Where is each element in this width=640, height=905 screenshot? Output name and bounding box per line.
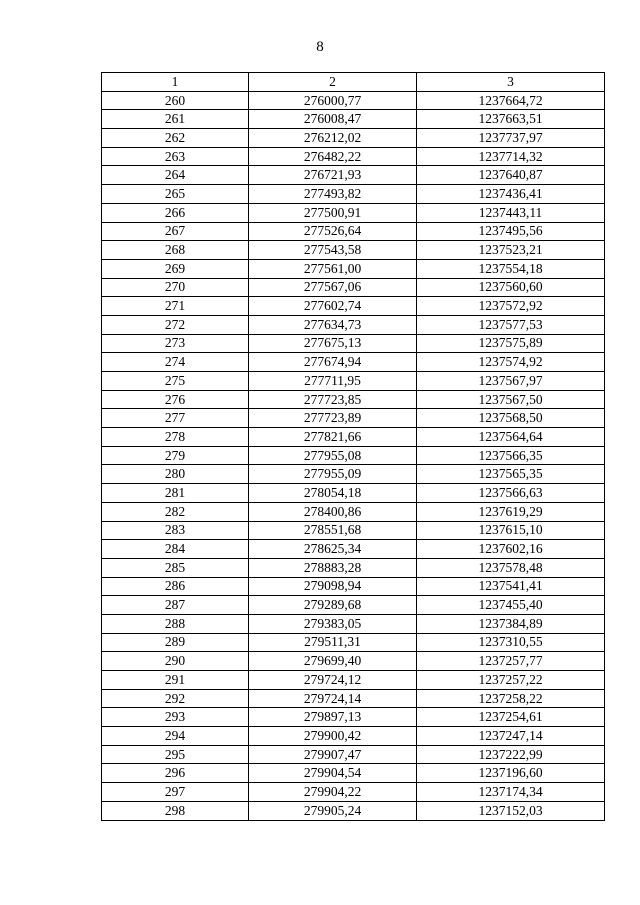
y-coordinate-cell: 1237247,14 — [417, 727, 605, 746]
point-number-cell: 275 — [102, 372, 249, 391]
table-row — [102, 390, 605, 409]
x-coordinate-cell: 276008,47 — [249, 110, 417, 129]
y-coordinate-cell: 1237257,22 — [417, 671, 605, 690]
point-number-cell: 276 — [102, 390, 249, 409]
x-coordinate-cell: 279699,40 — [249, 652, 417, 671]
table-row — [102, 689, 605, 708]
table-row — [102, 633, 605, 652]
point-number-cell: 289 — [102, 633, 249, 652]
y-coordinate-cell: 1237737,97 — [417, 129, 605, 148]
point-number-cell: 280 — [102, 465, 249, 484]
y-coordinate-cell: 1237196,60 — [417, 764, 605, 783]
table-row — [102, 614, 605, 633]
table-row — [102, 596, 605, 615]
table-row — [102, 783, 605, 802]
y-coordinate-cell: 1237577,53 — [417, 315, 605, 334]
x-coordinate-cell: 277674,94 — [249, 353, 417, 372]
y-coordinate-cell: 1237572,92 — [417, 297, 605, 316]
y-coordinate-cell: 1237384,89 — [417, 614, 605, 633]
y-coordinate-cell: 1237568,50 — [417, 409, 605, 428]
table-row — [102, 334, 605, 353]
point-number-cell: 273 — [102, 334, 249, 353]
point-number-cell: 262 — [102, 129, 249, 148]
y-coordinate-cell: 1237566,63 — [417, 484, 605, 503]
x-coordinate-cell: 278625,34 — [249, 540, 417, 559]
point-number-cell: 270 — [102, 278, 249, 297]
x-coordinate-cell: 279905,24 — [249, 801, 417, 820]
y-coordinate-cell: 1237455,40 — [417, 596, 605, 615]
y-coordinate-cell: 1237664,72 — [417, 91, 605, 110]
point-number-cell: 264 — [102, 166, 249, 185]
x-coordinate-cell: 278054,18 — [249, 484, 417, 503]
x-coordinate-cell: 279904,54 — [249, 764, 417, 783]
y-coordinate-cell: 1237619,29 — [417, 502, 605, 521]
y-coordinate-cell: 1237436,41 — [417, 185, 605, 204]
point-number-cell: 283 — [102, 521, 249, 540]
x-coordinate-cell: 277602,74 — [249, 297, 417, 316]
x-coordinate-cell: 277723,89 — [249, 409, 417, 428]
table-row — [102, 110, 605, 129]
x-coordinate-cell: 279897,13 — [249, 708, 417, 727]
table-row — [102, 764, 605, 783]
point-number-cell: 263 — [102, 147, 249, 166]
x-coordinate-cell: 279289,68 — [249, 596, 417, 615]
table-body — [102, 91, 605, 820]
x-coordinate-cell: 277526,64 — [249, 222, 417, 241]
table-row — [102, 540, 605, 559]
x-coordinate-cell: 277500,91 — [249, 203, 417, 222]
x-coordinate-cell: 277955,09 — [249, 465, 417, 484]
table-row — [102, 745, 605, 764]
x-coordinate-cell: 277567,06 — [249, 278, 417, 297]
point-number-cell: 293 — [102, 708, 249, 727]
table-row — [102, 185, 605, 204]
y-coordinate-cell: 1237566,35 — [417, 446, 605, 465]
table-row — [102, 428, 605, 447]
y-coordinate-cell: 1237567,50 — [417, 390, 605, 409]
table-header — [102, 73, 605, 92]
table-row — [102, 91, 605, 110]
point-number-cell: 282 — [102, 502, 249, 521]
page-number: 8 — [316, 39, 324, 55]
point-number-cell: 290 — [102, 652, 249, 671]
x-coordinate-cell: 278883,28 — [249, 558, 417, 577]
table-row — [102, 129, 605, 148]
point-number-cell: 278 — [102, 428, 249, 447]
column-header-y-coordinate: 3 — [417, 73, 605, 92]
table-row — [102, 241, 605, 260]
y-coordinate-cell: 1237152,03 — [417, 801, 605, 820]
y-coordinate-cell: 1237615,10 — [417, 521, 605, 540]
point-number-cell: 267 — [102, 222, 249, 241]
y-coordinate-cell: 1237443,11 — [417, 203, 605, 222]
table-row — [102, 558, 605, 577]
y-coordinate-cell: 1237714,32 — [417, 147, 605, 166]
y-coordinate-cell: 1237565,35 — [417, 465, 605, 484]
header-row — [102, 73, 605, 92]
y-coordinate-cell: 1237554,18 — [417, 259, 605, 278]
y-coordinate-cell: 1237258,22 — [417, 689, 605, 708]
y-coordinate-cell: 1237575,89 — [417, 334, 605, 353]
table-row — [102, 577, 605, 596]
table-row — [102, 315, 605, 334]
point-number-cell: 281 — [102, 484, 249, 503]
x-coordinate-cell: 277955,08 — [249, 446, 417, 465]
x-coordinate-cell: 279900,42 — [249, 727, 417, 746]
table-row — [102, 484, 605, 503]
point-number-cell: 271 — [102, 297, 249, 316]
table-row — [102, 521, 605, 540]
table-row — [102, 409, 605, 428]
column-header-point-number: 1 — [102, 73, 249, 92]
point-number-cell: 285 — [102, 558, 249, 577]
table-row — [102, 166, 605, 185]
point-number-cell: 292 — [102, 689, 249, 708]
x-coordinate-cell: 277675,13 — [249, 334, 417, 353]
y-coordinate-cell: 1237567,97 — [417, 372, 605, 391]
x-coordinate-cell: 276721,93 — [249, 166, 417, 185]
table-row — [102, 801, 605, 820]
y-coordinate-cell: 1237541,41 — [417, 577, 605, 596]
x-coordinate-cell: 279724,14 — [249, 689, 417, 708]
table-row — [102, 708, 605, 727]
point-number-cell: 291 — [102, 671, 249, 690]
y-coordinate-cell: 1237222,99 — [417, 745, 605, 764]
point-number-cell: 284 — [102, 540, 249, 559]
coordinates-table — [101, 72, 605, 821]
x-coordinate-cell: 277711,95 — [249, 372, 417, 391]
x-coordinate-cell: 276482,22 — [249, 147, 417, 166]
x-coordinate-cell: 279724,12 — [249, 671, 417, 690]
point-number-cell: 279 — [102, 446, 249, 465]
table-row — [102, 203, 605, 222]
x-coordinate-cell: 277543,58 — [249, 241, 417, 260]
y-coordinate-cell: 1237257,77 — [417, 652, 605, 671]
x-coordinate-cell: 279511,31 — [249, 633, 417, 652]
table-row — [102, 147, 605, 166]
point-number-cell: 277 — [102, 409, 249, 428]
y-coordinate-cell: 1237174,34 — [417, 783, 605, 802]
table-row — [102, 222, 605, 241]
y-coordinate-cell: 1237495,56 — [417, 222, 605, 241]
point-number-cell: 287 — [102, 596, 249, 615]
x-coordinate-cell: 276000,77 — [249, 91, 417, 110]
y-coordinate-cell: 1237560,60 — [417, 278, 605, 297]
x-coordinate-cell: 279904,22 — [249, 783, 417, 802]
point-number-cell: 294 — [102, 727, 249, 746]
x-coordinate-cell: 279907,47 — [249, 745, 417, 764]
x-coordinate-cell: 277561,00 — [249, 259, 417, 278]
table-row — [102, 465, 605, 484]
y-coordinate-cell: 1237564,64 — [417, 428, 605, 447]
table-row — [102, 353, 605, 372]
point-number-cell: 297 — [102, 783, 249, 802]
point-number-cell: 296 — [102, 764, 249, 783]
x-coordinate-cell: 279383,05 — [249, 614, 417, 633]
point-number-cell: 272 — [102, 315, 249, 334]
table-row — [102, 259, 605, 278]
point-number-cell: 288 — [102, 614, 249, 633]
table-row — [102, 671, 605, 690]
y-coordinate-cell: 1237254,61 — [417, 708, 605, 727]
y-coordinate-cell: 1237578,48 — [417, 558, 605, 577]
point-number-cell: 269 — [102, 259, 249, 278]
point-number-cell: 268 — [102, 241, 249, 260]
x-coordinate-cell: 277493,82 — [249, 185, 417, 204]
point-number-cell: 274 — [102, 353, 249, 372]
table-row — [102, 297, 605, 316]
point-number-cell: 260 — [102, 91, 249, 110]
table-row — [102, 446, 605, 465]
point-number-cell: 286 — [102, 577, 249, 596]
table-row — [102, 278, 605, 297]
point-number-cell: 295 — [102, 745, 249, 764]
point-number-cell: 265 — [102, 185, 249, 204]
column-header-x-coordinate: 2 — [249, 73, 417, 92]
table-row — [102, 372, 605, 391]
y-coordinate-cell: 1237602,16 — [417, 540, 605, 559]
y-coordinate-cell: 1237574,92 — [417, 353, 605, 372]
x-coordinate-cell: 278551,68 — [249, 521, 417, 540]
x-coordinate-cell: 277723,85 — [249, 390, 417, 409]
table-row — [102, 652, 605, 671]
y-coordinate-cell: 1237640,87 — [417, 166, 605, 185]
table-row — [102, 727, 605, 746]
y-coordinate-cell: 1237523,21 — [417, 241, 605, 260]
x-coordinate-cell: 276212,02 — [249, 129, 417, 148]
y-coordinate-cell: 1237310,55 — [417, 633, 605, 652]
point-number-cell: 298 — [102, 801, 249, 820]
x-coordinate-cell: 277634,73 — [249, 315, 417, 334]
x-coordinate-cell: 279098,94 — [249, 577, 417, 596]
x-coordinate-cell: 277821,66 — [249, 428, 417, 447]
point-number-cell: 266 — [102, 203, 249, 222]
point-number-cell: 261 — [102, 110, 249, 129]
table-row — [102, 502, 605, 521]
y-coordinate-cell: 1237663,51 — [417, 110, 605, 129]
x-coordinate-cell: 278400,86 — [249, 502, 417, 521]
